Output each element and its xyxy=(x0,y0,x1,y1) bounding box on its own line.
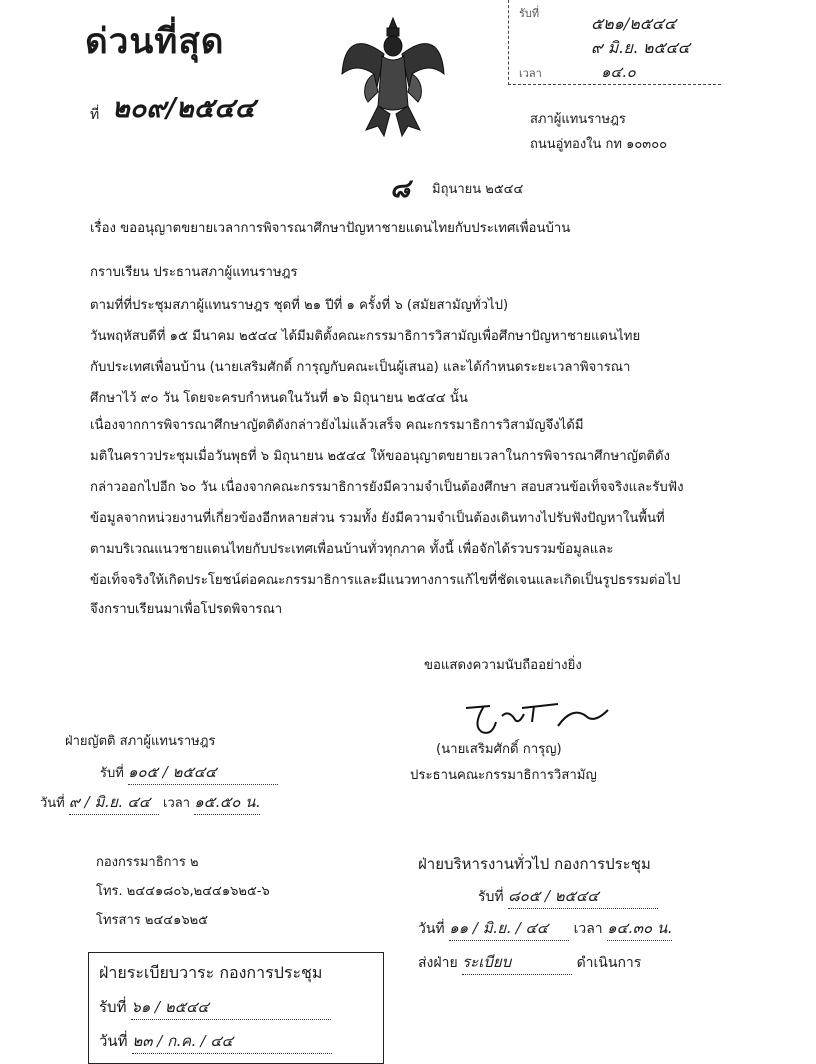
admin-stamp-date-label: วันที่ xyxy=(418,921,445,937)
agenda-stamp-title: ฝ่ายระเบียบวาระ กองการประชุม xyxy=(99,963,323,982)
agenda-stamp-date-value: ๒๓ / ก.ค. / ๔๔ xyxy=(132,1029,332,1054)
motion-stamp-received-label: รับที่ xyxy=(100,766,124,781)
motion-stamp-date-value: ๙ / มิ.ย. ๔๔ xyxy=(69,790,159,815)
admin-stamp-date-value: ๑๑ / มิ.ย. / ๔๔ xyxy=(449,916,569,941)
contact-fax: โทรสาร ๒๔๔๑๖๒๕ xyxy=(96,913,209,928)
sender-org: สภาผู้แทนราษฎร xyxy=(530,112,626,127)
paragraph-line: ข้อมูลจากหน่วยงานที่เกี่ยวข้องอีกหลายส่วน รวมทั้ง ยังมีความจำเป็นต้องเดินทางไปรับฟังปัญหาในพื้นที่ xyxy=(90,511,665,526)
motion-stamp-time-label: เวลา xyxy=(163,796,191,811)
paragraph-line: ข้อเท็จจริงให้เกิดประโยชน์ต่อคณะกรรมาธิการและมีแนวทางการแก้ไขที่ชัดเจนและเกิดเป็นรูปธรรมต่อไป xyxy=(90,573,681,588)
admin-stamp-time-value: ๑๔.๓๐ น. xyxy=(607,916,672,941)
subject-line: เรื่อง ขออนุญาตขยายเวลาการพิจารณาศึกษาปัญหาชายแดนไทยกับประเทศเพื่อนบ้าน xyxy=(90,221,571,236)
admin-stamp-received-value: ๘๐๕ / ๒๕๔๔ xyxy=(508,884,658,909)
admin-stamp-forward-label: ส่งฝ่าย xyxy=(418,955,458,971)
admin-stamp-title: ฝ่ายบริหารงานทั่วไป กองการประชุม xyxy=(418,855,651,873)
signer-name: (นายเสริมศักดิ์ การุญ) xyxy=(436,742,562,757)
paragraph-line: กล่าวออกไปอีก ๖๐ วัน เนื่องจากคณะกรรมาธิการยังมีความจำเป็นต้องศึกษา สอบสวนข้อเท็จจริงและรับฟัง xyxy=(90,480,684,495)
contact-office: กองกรรมาธิการ ๒ xyxy=(96,855,199,870)
agenda-stamp-received-value: ๖๑ / ๒๕๔๔ xyxy=(131,995,331,1020)
motion-stamp-received-value: ๑๐๕ / ๒๕๔๔ xyxy=(128,760,278,785)
letter-date-day: ๘ xyxy=(390,174,411,204)
receipt-stamp-time: ๑๔.๐ xyxy=(601,63,636,81)
regards-line: ขอแสดงความนับถืออย่างยิ่ง xyxy=(424,658,582,673)
agenda-stamp-received-label: รับที่ xyxy=(99,998,127,1016)
receipt-stamp-number: ๕๒๑/๒๕๔๔ xyxy=(591,14,677,33)
paragraph-2 xyxy=(90,410,730,596)
motion-stamp-title: ฝ่ายญัตติ สภาผู้แทนราษฎร xyxy=(65,734,216,749)
agenda-stamp xyxy=(88,952,384,1064)
admin-stamp-time-label: เวลา xyxy=(573,921,603,937)
salutation-line: กราบเรียน ประธานสภาผู้แทนราษฎร xyxy=(90,265,298,280)
sender-address: ถนนอู่ทองใน กท ๑๐๓๐๐ xyxy=(530,137,668,152)
contact-info xyxy=(96,848,270,935)
receipt-stamp xyxy=(508,0,721,85)
doc-number-value: ๒๐๙/๒๕๔๔ xyxy=(112,93,256,124)
urgency-heading: ด่วนที่สุด xyxy=(85,22,225,62)
motion-stamp xyxy=(40,716,320,816)
paragraph-line: วันพฤหัสบดีที่ ๑๕ มีนาคม ๒๕๔๔ ได้มีมติตั้งคณะกรรมาธิการวิสามัญเพื่อศึกษาปัญหาชายแดนไทย xyxy=(90,329,641,344)
closing-request: จึงกราบเรียนมาเพื่อโปรดพิจารณา xyxy=(90,602,283,617)
garuda-emblem-icon xyxy=(338,14,448,142)
motion-stamp-time-value: ๑๕.๕๐ น. xyxy=(194,790,260,815)
paragraph-line: มติในคราวประชุมเมื่อวันพุธที่ ๖ มิถุนายน ๒๕๔๔ ให้ขออนุญาตขยายเวลาในการพิจารณาศึกษาญัตติดัง xyxy=(90,449,670,464)
receipt-stamp-time-label: เวลา xyxy=(519,67,542,80)
paragraph-line: ศึกษาไว้ ๙๐ วัน โดยจะครบกำหนดในวันที่ ๑๖ มิถุนายน ๒๕๔๔ นั้น xyxy=(90,391,468,406)
paragraph-line: เนื่องจากการพิจารณาศึกษาญัตติดังกล่าวยังไม่แล้วเสร็จ คณะกรรมาธิการวิสามัญจึงได้มี xyxy=(90,418,584,433)
contact-phone: โทร. ๒๔๔๑๘๐๖,๒๔๔๑๖๒๕-๖ xyxy=(96,884,270,899)
paragraph-line: ตามที่ที่ประชุมสภาผู้แทนราษฎร ชุดที่ ๒๑ ปีที่ ๑ ครั้งที่ ๖ (สมัยสามัญทั่วไป) xyxy=(90,298,509,313)
receipt-stamp-label: รับที่ xyxy=(519,7,540,20)
receipt-stamp-date: ๙ มิ.ย. ๒๕๔๔ xyxy=(591,38,690,57)
doc-number-label: ที่ xyxy=(90,107,100,123)
admin-stamp xyxy=(418,850,708,970)
paragraph-line: ตามบริเวณแนวชายแดนไทยกับประเทศเพื่อนบ้านทั่วทุกภาค ทั้งนี้ เพื่อจักได้รวบรวมข้อมูลและ xyxy=(90,542,614,557)
paragraph-line: กับประเทศเพื่อนบ้าน (นายเสริมศักดิ์ การุญกับคณะเป็นผู้เสนอ) และได้กำหนดระยะเวลาพิจารณา xyxy=(90,360,631,375)
admin-stamp-forward-value: ระเบียบ xyxy=(462,950,572,975)
motion-stamp-date-label: วันที่ xyxy=(40,796,65,811)
admin-stamp-action-label: ดำเนินการ xyxy=(576,955,642,971)
admin-stamp-received-label: รับที่ xyxy=(478,889,504,905)
signer-title: ประธานคณะกรรมาธิการวิสามัญ xyxy=(410,768,597,783)
paragraph-1 xyxy=(90,290,730,414)
agenda-stamp-date-label: วันที่ xyxy=(99,1032,128,1050)
letter-date-month-year: มิถุนายน ๒๕๔๔ xyxy=(432,182,524,197)
